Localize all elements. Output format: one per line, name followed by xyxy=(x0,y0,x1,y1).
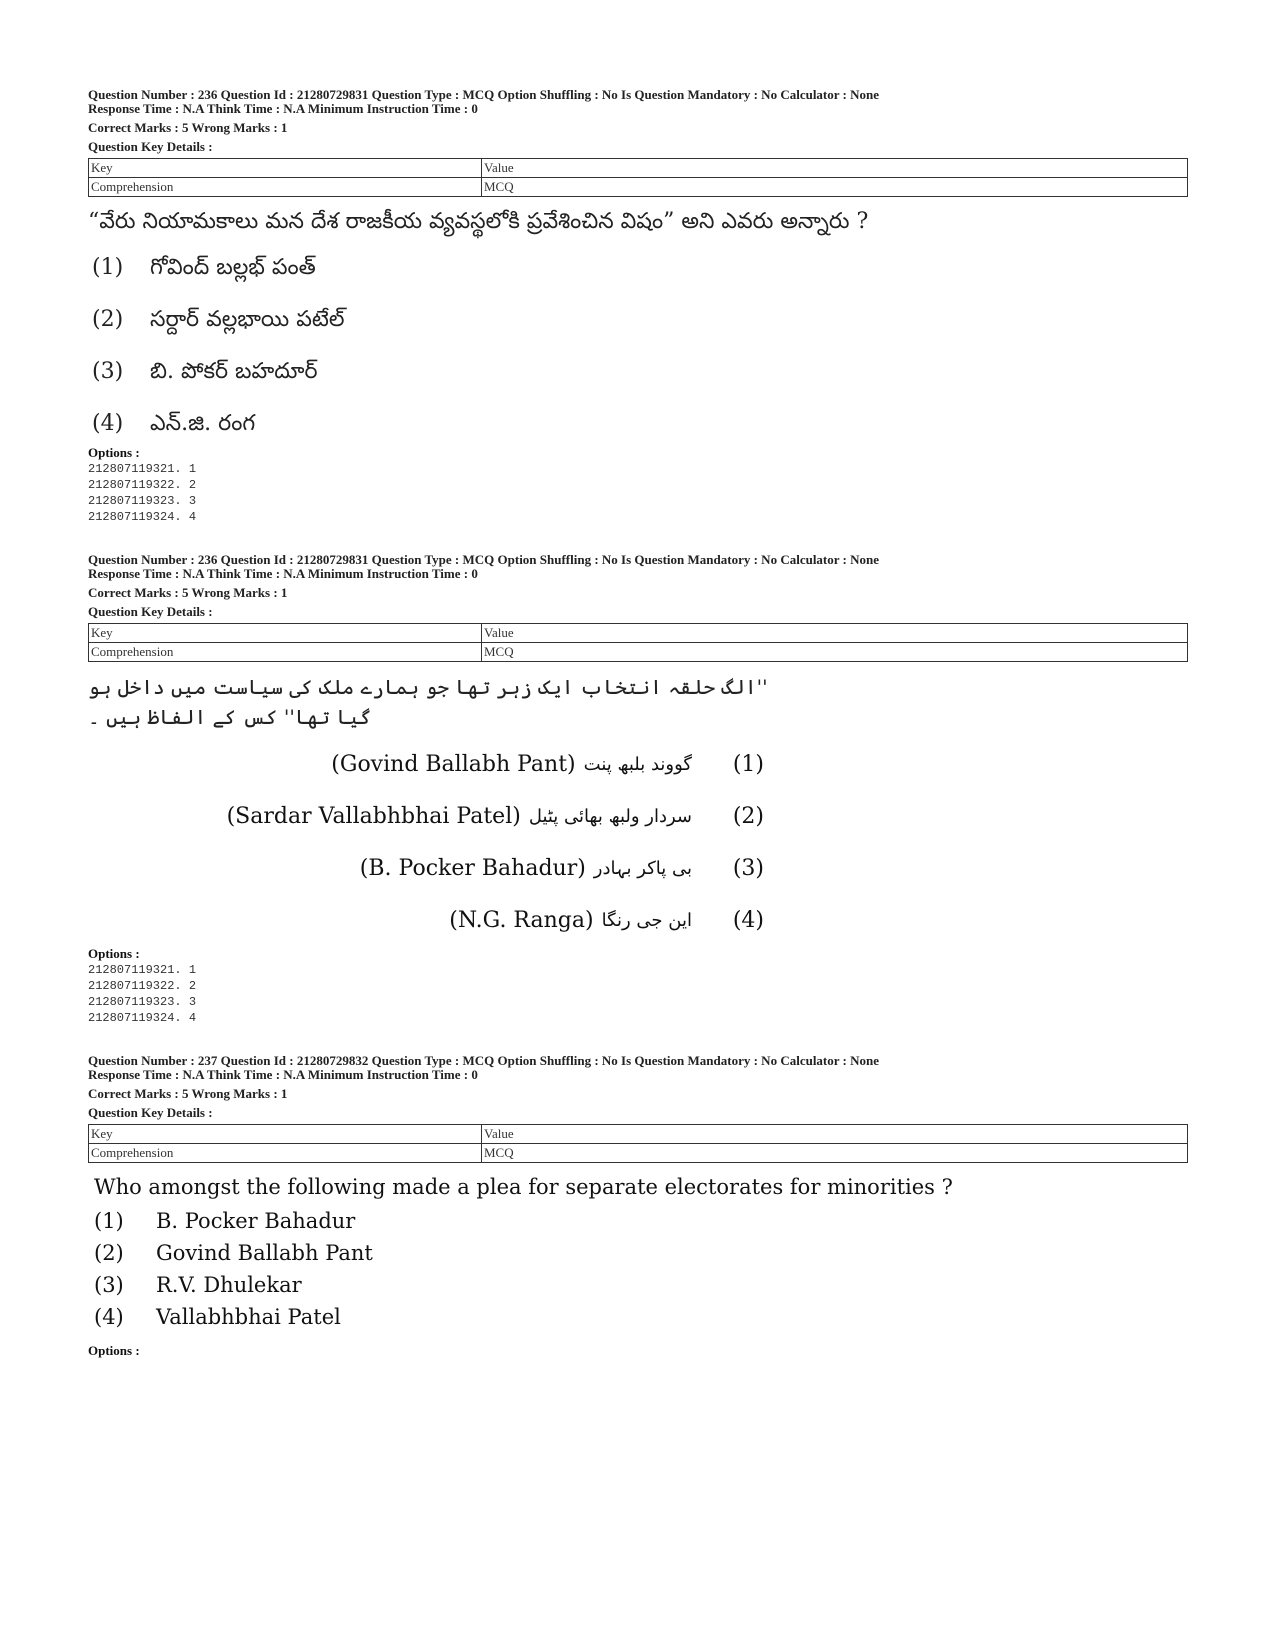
meta-line-1: Question Number : 236 Question Id : 21280729831 Question Type : MCQ Option Shuffling : No Is Question Mandatory : No Calculator : None xyxy=(88,552,880,567)
option-item xyxy=(88,854,764,884)
options-label: Options : xyxy=(88,1343,140,1358)
option-id: 212807119324. 4 xyxy=(88,510,197,524)
value-cell: MCQ xyxy=(482,643,1188,662)
key-header: Key xyxy=(89,624,482,643)
option-english: (B. Pocker Bahadur) xyxy=(359,856,586,881)
key-value-table xyxy=(88,158,1188,197)
option-number: (3) xyxy=(92,359,124,384)
option-number: (2) xyxy=(92,307,124,332)
key-value-table xyxy=(88,1124,1188,1163)
key-details-label: Question Key Details : xyxy=(88,604,213,619)
marks-line: Correct Marks : 5 Wrong Marks : 1 xyxy=(88,585,288,600)
option-item xyxy=(88,1207,1188,1235)
option-id: 212807119322. 2 xyxy=(88,979,197,993)
option-text: సర్దార్ వల్లభాయి పటేల్ xyxy=(150,307,345,332)
key-value-table xyxy=(88,623,1188,662)
option-text: R.V. Dhulekar xyxy=(156,1273,302,1297)
value-cell: MCQ xyxy=(482,1144,1188,1163)
option-number: (1) xyxy=(92,255,124,280)
option-urdu: گووند بلبھ پنت xyxy=(583,754,692,775)
option-text: Vallabhbhai Patel xyxy=(156,1305,341,1329)
option-english: (Govind Ballabh Pant) xyxy=(331,752,576,777)
options-label: Options : xyxy=(88,946,140,961)
option-item xyxy=(88,906,764,936)
option-text: B. Pocker Bahadur xyxy=(156,1209,356,1233)
option-list xyxy=(88,253,1188,439)
question-text: “వేరు నియామకాలు మన దేశ రాజకీయ వ్యవస్థలోకి ప్రవేశించిన విషం” అని ఎవరు అన్నారు ? xyxy=(88,209,869,234)
meta-line-1: Question Number : 236 Question Id : 21280729831 Question Type : MCQ Option Shuffling : No Is Question Mandatory : No Calculator : None xyxy=(88,87,880,102)
option-item xyxy=(88,802,764,832)
question-text: Who amongst the following made a plea for separate electorates for minorities ? xyxy=(94,1175,953,1199)
key-cell: Comprehension xyxy=(89,178,482,197)
value-header: Value xyxy=(482,159,1188,178)
option-number: (2) xyxy=(94,1241,124,1265)
marks-line: Correct Marks : 5 Wrong Marks : 1 xyxy=(88,120,288,135)
key-details-label: Question Key Details : xyxy=(88,139,213,154)
options-label: Options : xyxy=(88,445,140,460)
key-header: Key xyxy=(89,1125,482,1144)
option-number: (1) xyxy=(732,752,764,777)
option-english: (N.G. Ranga) xyxy=(449,908,594,933)
question-text: ''الگ حلقہ انتخاب ایک زہر تھا جو ہمارے ملک کی سیاست میں داخل ہو گیا تھا'' کس کے الفاظ ہیں ۔ xyxy=(88,675,768,729)
option-item xyxy=(88,305,1188,335)
option-id: 212807119322. 2 xyxy=(88,478,197,492)
value-cell: MCQ xyxy=(482,178,1188,197)
option-item xyxy=(88,409,1188,439)
question-block-urdu xyxy=(88,553,1188,1026)
option-item xyxy=(88,357,1188,387)
option-text: Govind Ballabh Pant xyxy=(156,1241,373,1265)
question-block-english xyxy=(88,1054,1188,1359)
meta-line-2: Response Time : N.A Think Time : N.A Minimum Instruction Time : 0 xyxy=(88,566,478,581)
value-header: Value xyxy=(482,624,1188,643)
option-id: 212807119323. 3 xyxy=(88,995,197,1009)
option-number: (3) xyxy=(732,856,764,881)
option-number: (4) xyxy=(92,411,124,436)
option-urdu: بی پاکر بہادر xyxy=(593,858,692,879)
key-details-label: Question Key Details : xyxy=(88,1105,213,1120)
meta-line-2: Response Time : N.A Think Time : N.A Minimum Instruction Time : 0 xyxy=(88,101,478,116)
key-cell: Comprehension xyxy=(89,643,482,662)
option-urdu: سردار ولبھ بھائی پٹیل xyxy=(528,806,692,827)
document-page xyxy=(88,88,1188,1387)
option-urdu: این جی رنگا xyxy=(601,910,692,931)
table-row xyxy=(89,1125,1188,1144)
question-meta xyxy=(88,88,1188,154)
option-item xyxy=(88,253,1188,283)
option-number: (4) xyxy=(94,1305,124,1329)
option-number: (3) xyxy=(94,1273,124,1297)
option-id: 212807119321. 1 xyxy=(88,462,197,476)
question-block-telugu xyxy=(88,88,1188,525)
key-cell: Comprehension xyxy=(89,1144,482,1163)
meta-line-1: Question Number : 237 Question Id : 21280729832 Question Type : MCQ Option Shuffling : No Is Question Mandatory : No Calculator : None xyxy=(88,1053,880,1068)
option-number: (1) xyxy=(94,1209,124,1233)
option-item xyxy=(88,1271,1188,1299)
option-english: (Sardar Vallabhbhai Patel) xyxy=(226,804,521,829)
marks-line: Correct Marks : 5 Wrong Marks : 1 xyxy=(88,1086,288,1101)
option-item xyxy=(88,1303,1188,1331)
table-row xyxy=(89,178,1188,197)
option-text: బి. పోకర్ బహదూర్ xyxy=(150,359,318,384)
option-id: 212807119324. 4 xyxy=(88,1011,197,1025)
value-header: Value xyxy=(482,1125,1188,1144)
option-item xyxy=(88,1239,1188,1267)
table-row xyxy=(89,624,1188,643)
option-item xyxy=(88,750,764,780)
table-row xyxy=(89,643,1188,662)
meta-line-2: Response Time : N.A Think Time : N.A Minimum Instruction Time : 0 xyxy=(88,1067,478,1082)
option-number: (2) xyxy=(732,804,764,829)
option-id: 212807119321. 1 xyxy=(88,963,197,977)
option-list xyxy=(88,750,764,936)
question-meta xyxy=(88,553,1188,619)
key-header: Key xyxy=(89,159,482,178)
option-number: (4) xyxy=(732,908,764,933)
option-text: ఎన్.జి. రంగ xyxy=(150,411,256,436)
option-id: 212807119323. 3 xyxy=(88,494,197,508)
table-row xyxy=(89,159,1188,178)
question-meta xyxy=(88,1054,1188,1120)
table-row xyxy=(89,1144,1188,1163)
option-text: గోవింద్ బల్లభ్ పంత్ xyxy=(150,255,316,280)
